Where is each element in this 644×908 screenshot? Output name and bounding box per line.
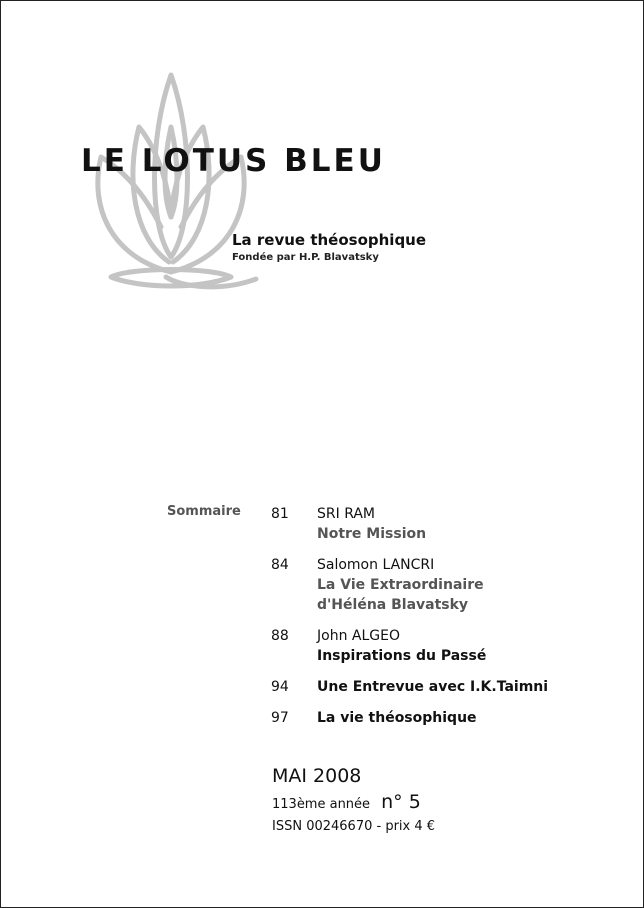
toc-page-number: 84: [271, 557, 289, 573]
toc-page-number: 88: [271, 628, 289, 644]
magazine-title: LE LOTUS BLEU: [81, 143, 386, 179]
toc-entry: [271, 504, 601, 544]
toc-article-title: Notre Mission: [317, 526, 427, 542]
toc-page-number: 81: [271, 506, 289, 522]
table-of-contents: [271, 504, 601, 739]
issn-price: ISSN 00246670 - prix 4 €: [272, 819, 436, 834]
toc-author: Salomon LANCRI: [317, 557, 435, 573]
contents-label: Sommaire: [167, 504, 241, 519]
toc-article-title: La Vie Extraordinaire: [317, 577, 484, 593]
toc-article-title: La vie théosophique: [317, 710, 477, 726]
magazine-subtitle: La revue théosophique: [232, 231, 427, 249]
founded-by-line: Fondée par H.P. Blavatsky: [232, 252, 379, 263]
toc-article-title-continued: d'Héléna Blavatsky: [317, 597, 469, 613]
toc-entry: [271, 626, 601, 666]
toc-author: John ALGEO: [317, 628, 400, 644]
issue-date: MAI 2008: [272, 765, 362, 787]
toc-entry: [271, 708, 601, 728]
issue-year: 113ème année: [272, 797, 371, 812]
toc-entry: [271, 555, 601, 615]
issue-number: n° 5: [381, 791, 421, 813]
toc-article-title: Inspirations du Passé: [317, 648, 487, 664]
toc-author: SRI RAM: [317, 506, 376, 522]
toc-entry: [271, 677, 601, 697]
toc-page-number: 94: [271, 679, 289, 695]
toc-page-number: 97: [271, 710, 289, 726]
toc-article-title: Une Entrevue avec I.K.Taimni: [317, 679, 549, 695]
issue-year-number: [272, 791, 421, 813]
